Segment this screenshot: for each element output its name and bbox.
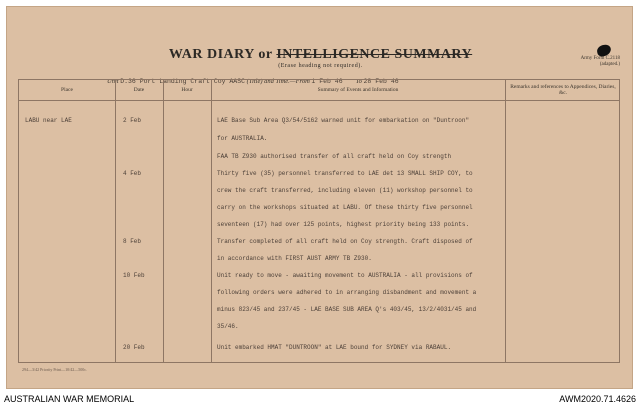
subtitle: (Erase heading not required). [278,63,363,69]
row-text: seventeen (17) had over 125 points, highest priority being 133 points. [217,221,470,228]
header-place: Place [61,87,73,93]
column-divider [211,80,212,362]
column-divider [115,80,116,362]
form-ref-2: (adapted.) [599,62,620,67]
form-reference [581,56,620,68]
row-text: for AUSTRALIA. [217,135,268,142]
caption-left: AUSTRALIAN WAR MEMORIAL [4,394,135,404]
header-remarks: Remarks and references to Appendices, Diaries, &c. [510,84,616,96]
month-label: (Title) and Time.—From [246,78,310,85]
row-text: FAA TB Z930 authorised transfer of all craft held on Coy strength [217,153,452,160]
caption-right: AWM2020.71.4626 [559,394,636,404]
diary-table [18,79,620,363]
row-date: 8 Feb [123,238,142,245]
row-text: minus 823/45 and 237/45 - LAE BASE SUB AREA Q's 403/45, 13/2/4031/45 and [217,306,477,313]
row-text: LAE Base Sub Area Q3/54/5162 warned unit for embarkation on "Duntroon" [217,117,470,124]
row-text: Unit ready to move - awaiting movement to AUSTRALIA - all provisions of [217,272,473,279]
row-date: 20 Feb [123,344,145,351]
row-text: crew the craft transferred, including eleven (11) workshop personnel to [217,187,473,194]
row-text: Unit embarked HMAT "DUNTROON" at LAE bound for SYDNEY via RABAUL. [217,344,452,351]
page-title [7,47,634,69]
row-text: in accordance with FIRST AUST ARMY TB Z930. [217,255,372,262]
header-hour: Hour [181,87,193,93]
row-text: 35/46. [217,323,239,330]
row-text: following orders were adhered to in arranging disbandment and movement a [217,289,477,296]
form-ref-1: Army Form C.2118 [580,56,620,61]
unit-label: Unit [107,78,119,85]
header-date: Date [133,87,145,93]
row-text: carry on the workshops situated at LABU. Of these thirty five personnel [217,204,473,211]
title-prefix: WAR DIARY or [168,47,273,62]
to-label: To [355,78,362,85]
row-text: Transfer completed of all craft held on Coy strength. Craft disposed of [217,238,473,245]
row-date: 2 Feb [123,117,142,124]
unit-value: D.36 Port Landing Craft Coy AASC [120,78,246,85]
to-value: 28 Feb 46 [363,78,399,85]
row-date: 4 Feb [123,170,142,177]
row-place: LABU near LAE [25,117,72,124]
print-footer: 294—3/42 Priority Print—10/42—500c. [22,367,87,372]
header-summary: Summary of Events and Information [317,87,399,93]
from-value: 1 Feb 46 [311,78,343,85]
column-divider [163,80,164,362]
row-date: 10 Feb [123,272,145,279]
row-text: Thirty five (35) personnel transferred to LAE det 13 SMALL SHIP COY, to [217,170,473,177]
title-struck: INTELLIGENCE SUMMARY [276,47,473,62]
column-divider [505,80,506,362]
